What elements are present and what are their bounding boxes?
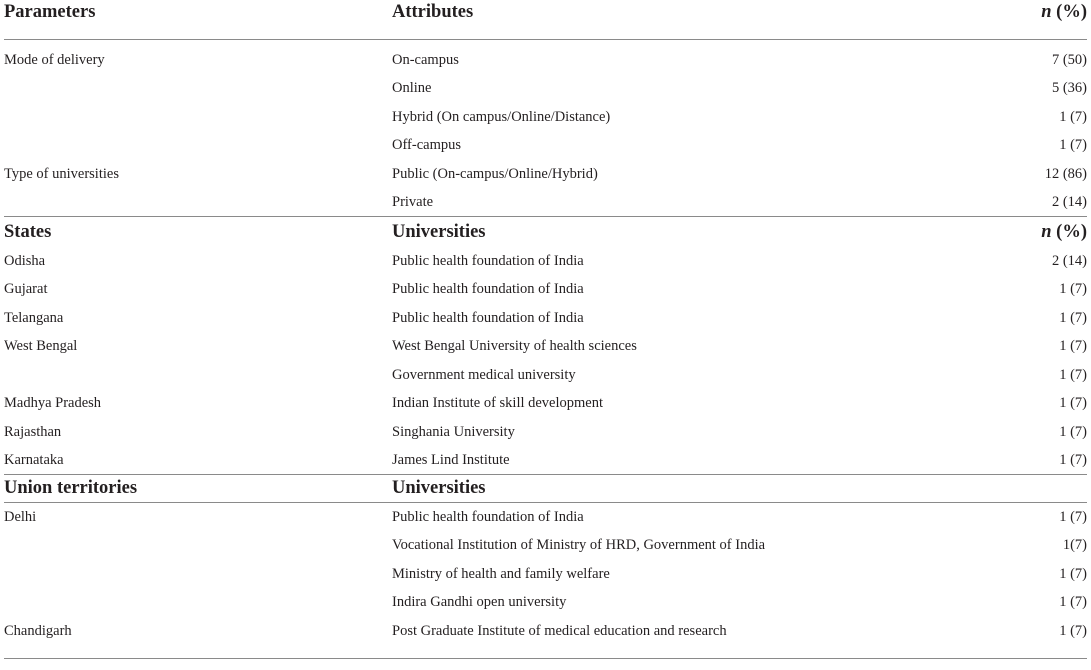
table-row — [4, 617, 1087, 646]
cell-university: James Lind Institute — [392, 451, 510, 468]
cell-parameter: Mode of delivery — [4, 51, 105, 68]
table-row — [4, 247, 1087, 276]
cell-university: Singhania University — [392, 423, 515, 440]
cell-n-percent: 1 (7) — [1059, 622, 1087, 639]
table-row — [4, 361, 1087, 390]
header-union-territories: Union territories — [4, 478, 138, 498]
cell-attribute: Hybrid (On campus/Online/Distance) — [392, 108, 611, 125]
cell-n-percent: 5 (36) — [1051, 80, 1087, 97]
table-row — [4, 418, 1087, 447]
cell-n-percent: 1 (7) — [1059, 565, 1087, 582]
table-row — [4, 103, 1087, 132]
header-states: States — [4, 221, 52, 242]
table-end-rule — [4, 646, 1087, 659]
cell-n-percent: 1 (7) — [1059, 366, 1087, 383]
header-percent: (%) — [1051, 221, 1087, 242]
cell-attribute: Off-campus — [392, 137, 461, 154]
cell-n-percent: 1 (7) — [1059, 451, 1087, 468]
header-universities: Universities — [392, 478, 486, 498]
table-row — [4, 276, 1087, 305]
header-parameters: Parameters — [4, 1, 96, 22]
header-n-percent — [947, 2, 1087, 23]
cell-n-percent: 1 (7) — [1059, 137, 1087, 154]
cell-n-percent: 1 (7) — [1059, 281, 1087, 298]
header-rule — [4, 24, 1087, 40]
cell-state: Gujarat — [4, 281, 48, 298]
data-table — [4, 0, 1087, 659]
cell-university: Indira Gandhi open university — [392, 594, 567, 611]
cell-state: Karnataka — [4, 451, 64, 468]
cell-university: Public health foundation of India — [392, 309, 584, 326]
cell-university: Public health foundation of India — [392, 281, 584, 298]
header-percent: (%) — [1051, 1, 1087, 22]
cell-n-percent: 1 (7) — [1059, 423, 1087, 440]
header-row-parameters — [4, 0, 1087, 24]
header-attributes: Attributes — [392, 1, 474, 22]
cell-university: Ministry of health and family welfare — [392, 565, 610, 582]
cell-n-percent: 1 (7) — [1059, 338, 1087, 355]
cell-attribute: Private — [392, 193, 434, 210]
table-row — [4, 532, 1087, 561]
cell-state: Odisha — [4, 252, 46, 269]
cell-n-percent: 12 (86) — [1044, 165, 1087, 182]
cell-n-percent: 1 (7) — [1059, 395, 1087, 412]
cell-state: Telangana — [4, 309, 64, 326]
cell-n-percent: 2 (14) — [1051, 193, 1087, 210]
header-row-states — [4, 217, 1087, 247]
table-row — [4, 75, 1087, 104]
cell-n-percent: 1 (7) — [1059, 594, 1087, 611]
cell-university: Government medical university — [392, 366, 576, 383]
cell-union-territory: Chandigarh — [4, 622, 72, 639]
table-row — [4, 160, 1087, 189]
table-row — [4, 189, 1087, 218]
table-row — [4, 447, 1087, 476]
cell-university: Indian Institute of skill development — [392, 395, 604, 412]
cell-university: Post Graduate Institute of medical education and research — [392, 622, 727, 639]
table-row — [4, 333, 1087, 362]
cell-n-percent: 2 (14) — [1051, 252, 1087, 269]
cell-union-territory: Delhi — [4, 508, 37, 525]
table-row — [4, 589, 1087, 618]
cell-university: Public health foundation of India — [392, 252, 584, 269]
table-row — [4, 132, 1087, 161]
table-row — [4, 304, 1087, 333]
cell-attribute: Online — [392, 80, 432, 97]
cell-parameter: Type of universities — [4, 165, 119, 182]
table-row — [4, 560, 1087, 589]
cell-attribute: On-campus — [392, 51, 459, 68]
header-n: n — [1041, 221, 1052, 242]
cell-n-percent: 1 (7) — [1059, 108, 1087, 125]
header-n-percent — [947, 222, 1087, 243]
cell-university: West Bengal University of health sciences — [392, 338, 637, 355]
cell-state: Rajasthan — [4, 423, 62, 440]
cell-state: West Bengal — [4, 338, 78, 355]
table-row — [4, 46, 1087, 75]
table-row — [4, 390, 1087, 419]
cell-university: Public health foundation of India — [392, 508, 584, 525]
header-n: n — [1041, 1, 1052, 22]
cell-n-percent: 1 (7) — [1059, 508, 1087, 525]
table-row — [4, 503, 1087, 532]
cell-n-percent: 1(7) — [1062, 537, 1087, 554]
cell-university: Vocational Institution of Ministry of HRD, Government of India — [392, 537, 766, 554]
header-universities: Universities — [392, 221, 486, 242]
cell-attribute: Public (On-campus/Online/Hybrid) — [392, 165, 598, 182]
cell-n-percent: 7 (50) — [1051, 51, 1087, 68]
header-row-union-territories — [4, 475, 1087, 503]
cell-state: Madhya Pradesh — [4, 395, 102, 412]
cell-n-percent: 1 (7) — [1059, 309, 1087, 326]
